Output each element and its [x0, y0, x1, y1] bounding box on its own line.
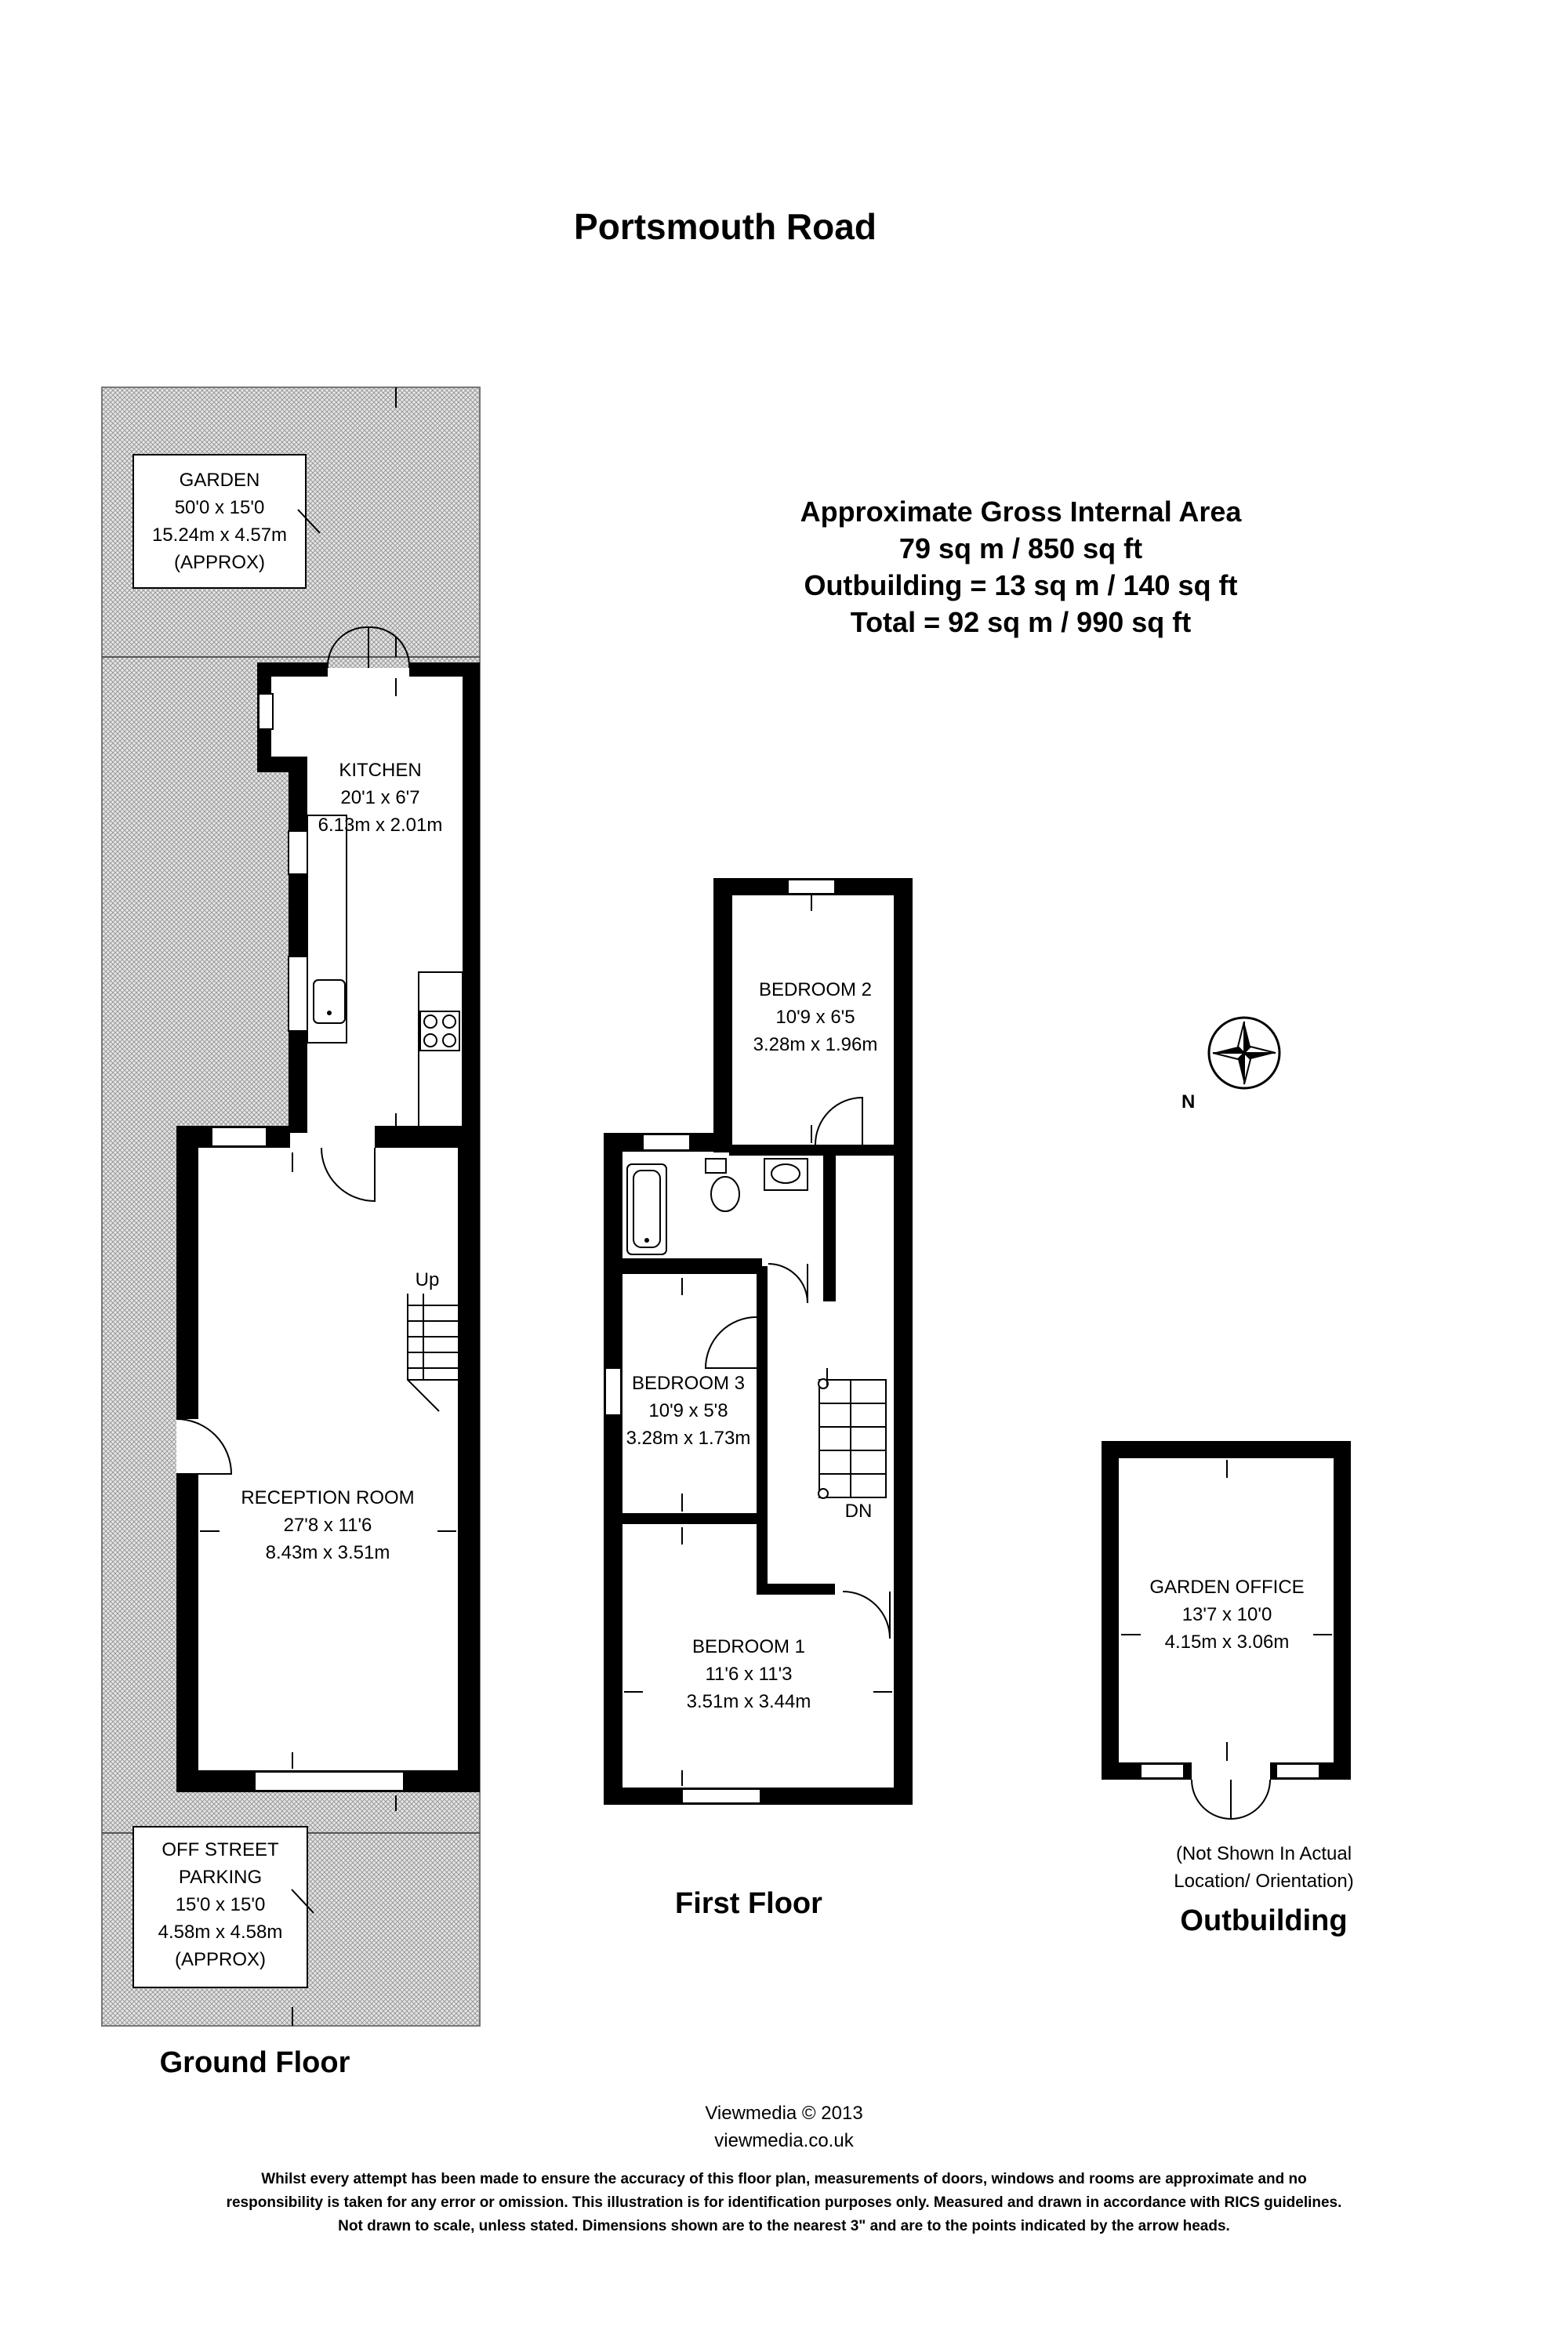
parking-name-2: PARKING	[178, 1867, 263, 1888]
parking-metric: 4.58m x 4.58m	[158, 1922, 283, 1943]
first-floor-label: First Floor	[675, 1887, 822, 1920]
stairs-up-label: Up	[415, 1269, 440, 1290]
reception-imperial: 27'8 x 11'6	[283, 1515, 372, 1536]
garden-note: (APPROX)	[173, 552, 266, 573]
office-name: GARDEN OFFICE	[1149, 1577, 1305, 1598]
outbuilding-note-1: (Not Shown In Actual	[1175, 1843, 1352, 1864]
bedroom3-metric: 3.28m x 1.73m	[626, 1428, 751, 1449]
area-line-3: Outbuilding = 13 sq m / 140 sq ft	[804, 569, 1238, 601]
garden-imperial: 50'0 x 15'0	[174, 497, 265, 518]
credit-website: viewmedia.co.uk	[714, 2130, 854, 2151]
parking-note: (APPROX)	[174, 1949, 267, 1970]
parking-name-1: OFF STREET	[162, 1839, 279, 1860]
garden-name: GARDEN	[179, 470, 260, 491]
bedroom1-name: BEDROOM 1	[691, 1636, 806, 1657]
page-title: Portsmouth Road	[574, 206, 877, 247]
outbuilding-plan	[1102, 1441, 1354, 1937]
disclaimer-line-1: Whilst every attempt has been made to ensure the accuracy of this floor plan, measurements of doors, windows and rooms are approximate and no	[261, 2171, 1307, 2187]
disclaimer-line-2: responsibility is taken for any error or omission. This illustration is for identification purposes only. Measured and drawn in accordance with RICS guidelines.	[226, 2194, 1342, 2211]
outbuilding-note-2: Location/ Orientation)	[1174, 1871, 1354, 1892]
bedroom3-imperial: 10'9 x 5'8	[648, 1400, 728, 1421]
bedroom2-imperial: 10'9 x 6'5	[775, 1007, 855, 1028]
garden-metric: 15.24m x 4.57m	[151, 524, 288, 546]
bedroom2-metric: 3.28m x 1.96m	[753, 1034, 878, 1055]
area-line-4: Total = 92 sq m / 990 sq ft	[850, 606, 1192, 638]
reception-metric: 8.43m x 3.51m	[265, 1542, 390, 1563]
bedroom2-name: BEDROOM 2	[758, 979, 873, 1000]
office-imperial: 13'7 x 10'0	[1181, 1604, 1272, 1625]
parking-imperial: 15'0 x 15'0	[175, 1894, 266, 1915]
stairs-down-label: DN	[844, 1501, 873, 1522]
bedroom1-metric: 3.51m x 3.44m	[686, 1691, 811, 1712]
area-line-1: Approximate Gross Internal Area	[800, 495, 1242, 528]
area-line-2: 79 sq m / 850 sq ft	[898, 532, 1143, 564]
area-summary	[800, 495, 1243, 638]
kitchen-imperial: 20'1 x 6'7	[340, 787, 420, 808]
bedroom3-name: BEDROOM 3	[631, 1373, 746, 1394]
kitchen-metric: 6.13m x 2.01m	[318, 815, 443, 836]
disclaimer-line-3: Not drawn to scale, unless stated. Dimensions shown are to the nearest 3" and are to the points indicated by the arrow heads.	[338, 2218, 1230, 2234]
reception-name: RECEPTION ROOM	[241, 1487, 415, 1508]
credit-copyright: Viewmedia © 2013	[705, 2103, 863, 2124]
office-metric: 4.15m x 3.06m	[1164, 1632, 1290, 1653]
compass-north-label: N	[1181, 1091, 1196, 1112]
first-floor-plan	[604, 878, 913, 1920]
bedroom1-imperial: 11'6 x 11'3	[705, 1664, 793, 1685]
outbuilding-label: Outbuilding	[1180, 1904, 1348, 1937]
ground-floor-plan	[102, 387, 480, 2079]
compass-rose	[1209, 1018, 1279, 1088]
kitchen-name: KITCHEN	[339, 760, 422, 781]
ground-floor-label: Ground Floor	[159, 2046, 350, 2079]
